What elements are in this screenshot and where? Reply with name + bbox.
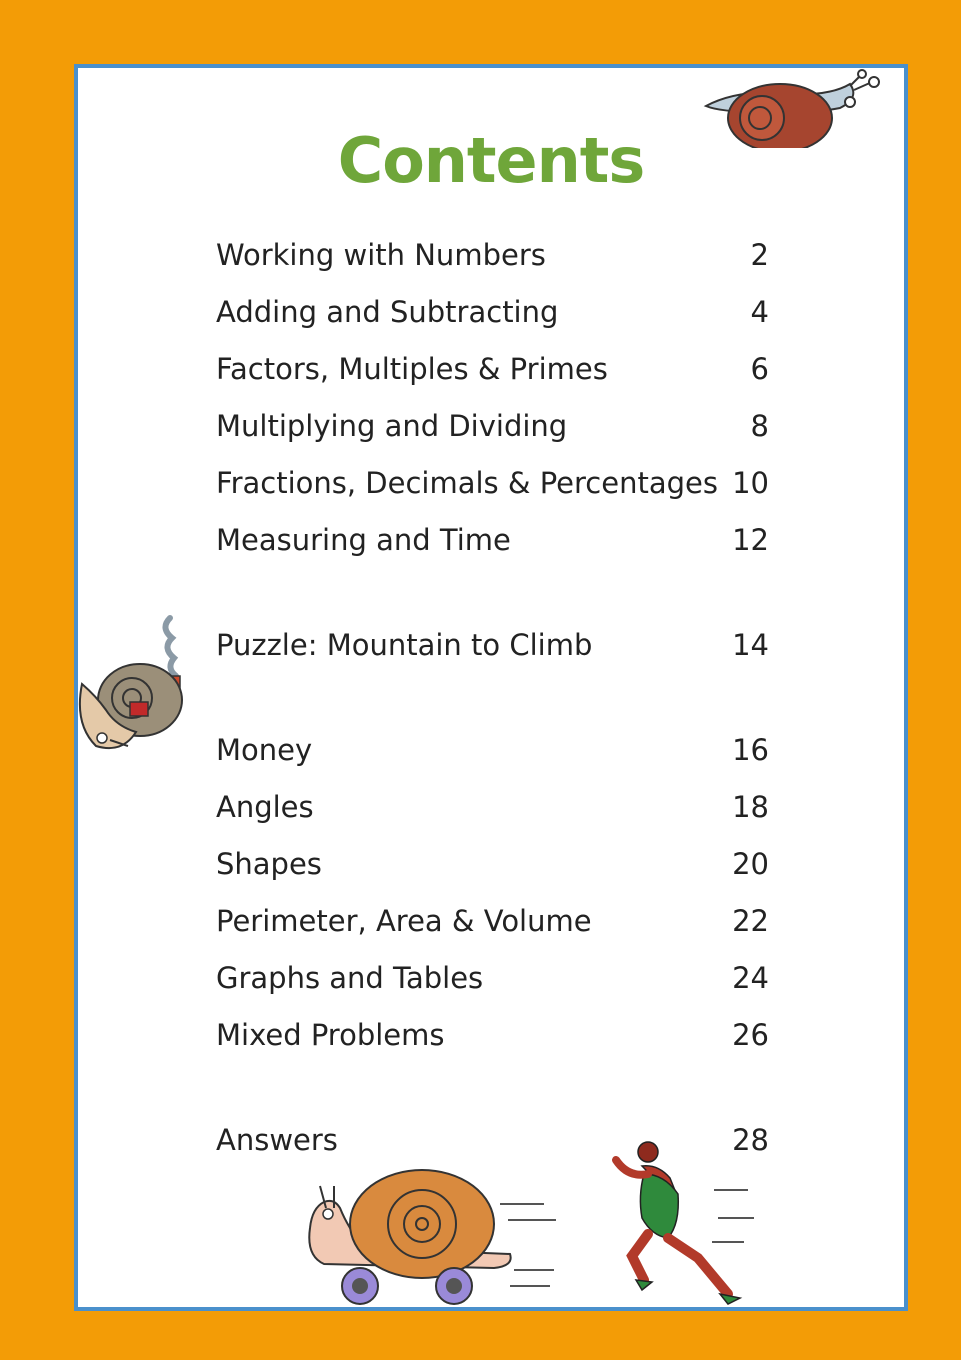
toc-entry-page-number: 28 — [732, 1123, 769, 1157]
toc-entry-label: Graphs and Tables — [216, 961, 484, 995]
page-title: Contents — [337, 124, 645, 197]
toc-entry-label: Perimeter, Area & Volume — [216, 904, 592, 938]
snail-house-illustration — [76, 614, 206, 754]
toc-entry-label: Answers — [216, 1123, 338, 1157]
toc-entry-label: Fractions, Decimals & Percentages — [216, 466, 718, 500]
toc-entry-label: Money — [216, 733, 313, 767]
toc-entry-label: Measuring and Time — [216, 523, 511, 557]
toc-entry-answers[interactable] — [216, 1123, 769, 1163]
toc-entry-shapes[interactable] — [216, 847, 769, 887]
toc-entry-page-number: 8 — [750, 409, 769, 443]
toc-entry-fractions-decimals-percentages[interactable] — [216, 466, 769, 506]
toc-entry-page-number: 12 — [732, 523, 769, 557]
toc-entry-label: Factors, Multiples & Primes — [216, 352, 608, 386]
toc-entry-money[interactable] — [216, 733, 769, 773]
toc-entry-page-number: 14 — [732, 628, 769, 662]
toc-entry-page-number: 10 — [732, 466, 769, 500]
toc-entry-page-number: 24 — [732, 961, 769, 995]
snail-top-right-illustration — [700, 68, 890, 148]
toc-entry-page-number: 2 — [750, 238, 769, 272]
toc-entry-page-number: 18 — [732, 790, 769, 824]
toc-entry-page-number: 4 — [750, 295, 769, 329]
toc-entry-label: Working with Numbers — [216, 238, 546, 272]
toc-entry-label: Angles — [216, 790, 314, 824]
toc-entry-mixed-problems[interactable] — [216, 1018, 769, 1058]
toc-entry-label: Adding and Subtracting — [216, 295, 559, 329]
toc-entry-angles[interactable] — [216, 790, 769, 830]
toc-entry-label: Mixed Problems — [216, 1018, 445, 1052]
toc-entry-label: Shapes — [216, 847, 322, 881]
toc-entry-adding-and-subtracting[interactable] — [216, 295, 769, 335]
toc-entry-graphs-and-tables[interactable] — [216, 961, 769, 1001]
toc-entry-perimeter-area-volume[interactable] — [216, 904, 769, 944]
toc-entry-puzzle-mountain-to-climb[interactable] — [216, 628, 769, 668]
runner-illustration — [608, 1138, 758, 1310]
toc-entry-measuring-and-time[interactable] — [216, 523, 769, 563]
toc-entry-page-number: 26 — [732, 1018, 769, 1052]
toc-entry-page-number: 22 — [732, 904, 769, 938]
toc-entry-page-number: 20 — [732, 847, 769, 881]
toc-entry-factors-multiples-primes[interactable] — [216, 352, 769, 392]
toc-entry-working-with-numbers[interactable] — [216, 238, 769, 278]
toc-entry-page-number: 16 — [732, 733, 769, 767]
toc-entry-label: Puzzle: Mountain to Climb — [216, 628, 593, 662]
toc-entry-multiplying-and-dividing[interactable] — [216, 409, 769, 449]
snail-on-wheels-illustration — [304, 1168, 564, 1308]
toc-entry-page-number: 6 — [750, 352, 769, 386]
contents-panel — [74, 64, 908, 1311]
toc-entry-label: Multiplying and Dividing — [216, 409, 568, 443]
